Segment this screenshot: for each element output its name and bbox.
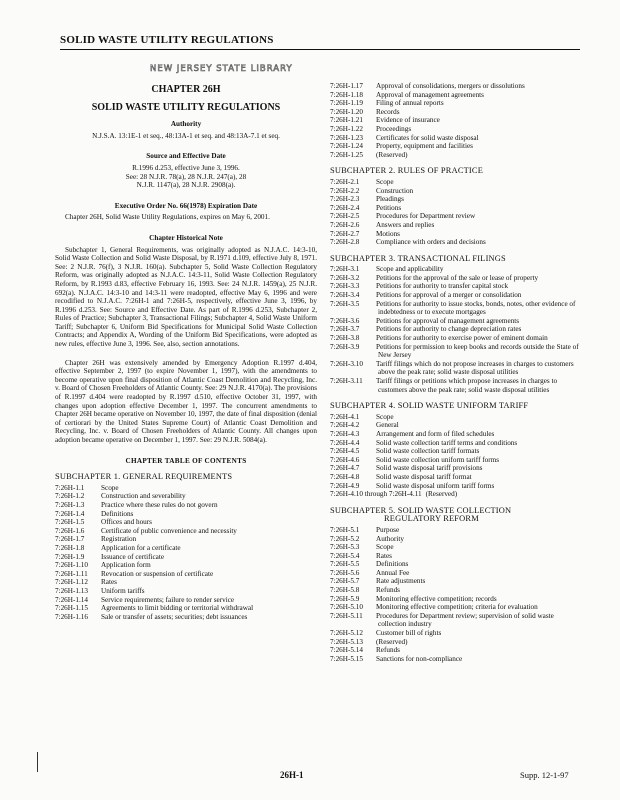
section-number: 7:26H-2.6 <box>330 220 360 229</box>
section-title: Purpose <box>376 525 400 534</box>
section-title: Property, equipment and facilities <box>376 142 473 151</box>
section-title: Solid waste disposal tariff format <box>376 472 472 481</box>
section-title: Monitoring effective competition; criteria for evaluation <box>376 603 538 612</box>
toc-entry <box>330 421 580 430</box>
chapter-title: SOLID WASTE UTILITY REGULATIONS <box>91 101 281 113</box>
section-title: Issuance of certificate <box>101 552 165 561</box>
section-title: Monitoring effective competition; records <box>376 594 497 603</box>
section-number: 7:26H-3.10 <box>330 359 363 368</box>
section-title: Solid waste collection tariff terms and conditions <box>376 438 518 447</box>
toc-entry <box>330 655 580 664</box>
section-number: 7:26H-5.7 <box>330 577 360 586</box>
section-title: Pleadings <box>376 195 404 204</box>
authority-heading: Authority <box>170 120 202 129</box>
section-title: Scope and applicability <box>376 265 444 274</box>
toc-entry <box>330 646 580 655</box>
section-number: 7:26H-3.4 <box>330 291 360 300</box>
section-number: 7:26H-5.4 <box>330 551 360 560</box>
section-number: 7:26H-1.5 <box>55 518 85 527</box>
toc-entry <box>330 195 580 204</box>
section-list-continued <box>330 82 580 159</box>
section-title: Petitions for permission to keep books and records outside the State of New Jersey <box>376 342 579 360</box>
section-title: Approval of consolidations, mergers or dissolutions <box>376 82 525 90</box>
section-number: 7:26H-1.24 <box>330 142 363 151</box>
section-title: Scope <box>376 177 394 186</box>
section-number: 7:26H-5.12 <box>330 629 363 638</box>
section-title: Rates <box>101 578 117 587</box>
section-title: Proceedings <box>376 124 412 133</box>
section-title: Service requirements; failure to render service <box>101 595 235 604</box>
section-number: 7:26H-1.10 <box>55 561 88 570</box>
section-title: Sale or transfer of assets; securities; debt issuances <box>101 612 248 621</box>
toc-entry <box>330 377 580 394</box>
toc-heading: CHAPTER TABLE OF CONTENTS <box>125 456 247 465</box>
section-number: 7:26H-5.13 <box>330 637 363 646</box>
toc-entry <box>55 492 317 501</box>
section-number: 7:26H-3.9 <box>330 342 360 351</box>
section-title: Petitions for approval of management agreements <box>376 316 520 325</box>
section-number: 7:26H-5.11 <box>330 611 363 620</box>
toc-entry <box>55 578 317 587</box>
section-title: Scope <box>101 483 119 492</box>
subchapter-title-line-1: SUBCHAPTER 5. SOLID WASTE COLLECTION <box>330 505 512 515</box>
toc-entry <box>330 482 580 491</box>
section-number: 7:26H-5.2 <box>330 534 360 543</box>
section-title: Procedures for Department review; supervision of solid waste collection industry <box>376 611 554 629</box>
section-title: Agreements to limit bidding or territorial withdrawal <box>101 604 254 613</box>
section-number: 7:26H-4.10 through 7:26H-4.11 <box>330 490 422 499</box>
section-title: Certificate of public convenience and necessity <box>101 526 237 535</box>
toc-entry <box>55 501 317 510</box>
section-number: 7:26H-1.18 <box>330 90 363 99</box>
toc-entry <box>55 484 317 493</box>
toc-entry <box>330 490 580 499</box>
page-number: 26H-1 <box>280 770 304 780</box>
section-title: (Reserved) <box>376 637 408 646</box>
toc-entry <box>330 603 580 612</box>
section-title: Definitions <box>101 509 134 518</box>
section-title: Solid waste collection tariff formats <box>376 447 480 456</box>
section-title: Answers and replies <box>376 220 435 229</box>
history-paragraph-2: Chapter 26H was extensively amended by Emergency Adoption R.1997 d.404, effective September 2, 1997 (to expire November 1, 1997), with the amendments to become operative upon final disposition of Atlantic Coast Demolition and Recycling, Inc. v. Board of Chosen Freeholders of Atlantic County. See: 29 N.J.R. 4170(a). The provisions of R.1997 d.404 were readopted by R.1997 d.510, effective October 31, 1997, with changes upon adoption effective December 1, 1997. The concurrent amendments to Chapter 26H became operative on November 10, 1997, the date of final disposition (denial of certiorari by the United States Supreme Court) of Atlantic Coast Demolition and Recycling, Inc. v. Board of Chosen Freeholders of Atlantic County. All changes upon adoption became operative on December 1, 1997. See: 29 N.J.R. 5084(a). <box>55 358 317 444</box>
toc-entry <box>330 221 580 230</box>
toc-entry <box>55 561 317 570</box>
section-title: Scope <box>376 543 394 552</box>
right-column <box>330 82 580 663</box>
toc-entry <box>55 553 317 562</box>
toc-entry <box>330 238 580 247</box>
section-title: Uniform tariffs <box>101 586 145 595</box>
toc-entry <box>330 439 580 448</box>
section-number: 7:26H-1.12 <box>55 578 88 587</box>
section-title: Petitions for authority to change depreciation rates <box>376 325 522 334</box>
section-number: 7:26H-3.3 <box>330 282 360 291</box>
toc-entry <box>330 282 580 291</box>
toc-entry <box>330 300 580 317</box>
toc-entry <box>330 638 580 647</box>
toc-entry <box>330 543 580 552</box>
section-title: Authority <box>376 534 404 543</box>
section-title: Customer bill of rights <box>376 629 442 638</box>
section-title: Petitions for authority to transfer capital stock <box>376 282 509 291</box>
section-number: 7:26H-5.5 <box>330 560 360 569</box>
toc-entry <box>330 577 580 586</box>
section-title: Tariff filings or petitions which propose increases in charges to customers above the peak rate; solid waste disposal utilities <box>376 377 558 394</box>
section-list <box>330 413 580 499</box>
section-number: 7:26H-4.4 <box>330 438 360 447</box>
section-title: Petitions for approval of a merger or consolidation <box>376 291 522 300</box>
section-number: 7:26H-3.8 <box>330 334 360 343</box>
section-number: 7:26H-4.2 <box>330 421 360 430</box>
toc-entry <box>330 212 580 221</box>
section-title: Petitions for authority to exercise power of eminent domain <box>376 334 548 343</box>
toc-entry <box>330 291 580 300</box>
section-list <box>330 526 580 664</box>
section-title: Construction <box>376 186 414 195</box>
section-title: Registration <box>101 535 137 544</box>
section-title: Petitions for the approval of the sale or lease of property <box>376 273 539 282</box>
section-number: 7:26H-3.2 <box>330 273 360 282</box>
section-list <box>330 265 580 394</box>
section-title: Application for a certificate <box>101 543 181 552</box>
section-number: 7:26H-3.7 <box>330 325 360 334</box>
toc-entry <box>330 413 580 422</box>
section-number: 7:26H-1.4 <box>55 509 85 518</box>
toc-entry <box>55 570 317 579</box>
toc-entry <box>330 317 580 326</box>
section-number: 7:26H-1.1 <box>55 483 85 492</box>
section-number: 7:26H-5.3 <box>330 543 360 552</box>
section-title: Construction and severability <box>101 492 186 501</box>
toc-entry <box>55 518 317 527</box>
supplement-date: Supp. 12-1-97 <box>520 770 569 780</box>
section-number: 7:26H-5.8 <box>330 586 360 595</box>
section-number: 7:26H-5.15 <box>330 654 363 663</box>
section-number: 7:26H-2.5 <box>330 212 360 221</box>
toc-entry <box>55 535 317 544</box>
toc-entry <box>330 151 580 160</box>
section-title: Practice where these rules do not govern <box>101 500 218 509</box>
toc-entry <box>330 343 580 360</box>
toc-entry <box>330 265 580 274</box>
toc-entry <box>330 108 580 117</box>
toc-entry <box>330 91 580 100</box>
section-title: (Reserved) <box>425 490 458 499</box>
toc-entry <box>330 230 580 239</box>
section-title: Solid waste disposal uniform tariff forms <box>376 481 495 490</box>
toc-entry <box>330 526 580 535</box>
section-number: 7:26H-2.7 <box>330 229 360 238</box>
section-title: Annual Fee <box>376 568 410 577</box>
section-number: 7:26H-5.10 <box>330 603 363 612</box>
section-number: 7:26H-1.13 <box>55 586 88 595</box>
section-number: 7:26H-2.3 <box>330 195 360 204</box>
library-stamp: NEW JERSEY STATE LIBRARY <box>150 64 293 74</box>
section-number: 7:26H-1.22 <box>330 124 363 133</box>
margin-change-bar <box>37 752 38 772</box>
section-number: 7:26H-5.14 <box>330 646 363 655</box>
toc-entry <box>55 613 317 622</box>
toc-entry <box>330 473 580 482</box>
section-number: 7:26H-1.25 <box>330 150 363 159</box>
section-number: 7:26H-2.4 <box>330 203 360 212</box>
toc-entry <box>330 586 580 595</box>
section-title: Offices and hours <box>101 518 152 527</box>
section-title: Application form <box>101 561 151 570</box>
section-number: 7:26H-1.20 <box>330 107 363 116</box>
section-number: 7:26H-4.9 <box>330 481 360 490</box>
subchapter-title: SUBCHAPTER 2. RULES OF PRACTICE <box>330 166 484 176</box>
section-list <box>55 484 317 622</box>
source-line-2: See: 28 N.J.R. 78(a), 28 N.J.R. 247(a), 28 <box>125 172 247 181</box>
subchapter-title: SUBCHAPTER 3. TRANSACTIONAL FILINGS <box>330 253 506 263</box>
section-number: 7:26H-3.5 <box>330 299 360 308</box>
toc-entry <box>330 595 580 604</box>
section-number: 7:26H-4.8 <box>330 472 360 481</box>
section-number: 7:26H-1.19 <box>330 99 363 108</box>
toc-entry <box>55 510 317 519</box>
source-heading: Source and Effective Date <box>146 152 226 161</box>
executive-order-heading: Executive Order No. 66(1978) Expiration Date <box>114 201 258 210</box>
history-paragraph-1: Subchapter 1, General Requirements, was originally adopted as N.J.A.C. 14:3-10, Solid Waste Collection and Solid Waste Disposal, by R.1971 d.109, effective July 8, 1971. See: 2 N.J.R. 76(f), 3 N.J.R. 160(a). Subchapter 5, Solid Waste Collection Regulatory Reform, was originally adopted as N.J.A.C. 14:3-11, Solid Waste Collection Regulatory Reform, by R.1993 d.83, effective February 16, 1993. See: 24 N.J.R. 1459(a), 25 N.J.R. 692(a). N.J.A.C. 14:3-10 and 14:3-11 were readopted, effective May 6, 1996 and were recodified to N.J.A.C. 7:26H-1 and 7:26H-5, respectively, effective June 3, 1996, by R.1996 d.253. See: Source and Effective Date. As part of R.1996 d.253, Subchapter 2, Rules of Practice; Subchapter 3, Transactional Filings; Subchapter 4, Solid Waste Uniform Tariff; Subchapter 6, Uniform Bid Specifications for Municipal Solid Waste Collection Contracts; and Appendix A, Wording of the Uniform Bid Specifications, were adopted as new rules, effective June 3, 1996. See, also, section annotations. <box>55 245 317 349</box>
section-title: Petitions for authority to issue stocks, bonds, notes, other evidence of indebtedness or to execute mortgages <box>376 299 576 317</box>
chapter-number: CHAPTER 26H <box>151 84 221 95</box>
source-line-3: N.J.R. 1147(a), 28 N.J.R. 2908(a). <box>136 181 236 190</box>
section-number: 7:26H-3.11 <box>330 377 363 385</box>
section-title: Solid waste disposal tariff provisions <box>376 464 483 473</box>
subchapter-title: SUBCHAPTER 4. SOLID WASTE UNIFORM TARIFF <box>330 401 529 411</box>
section-number: 7:26H-4.5 <box>330 447 360 456</box>
toc-entry <box>55 596 317 605</box>
section-number: 7:26H-1.7 <box>55 535 85 544</box>
section-title: Rates <box>376 551 392 560</box>
section-title: Tariff filings which do not propose increases in charges to customers above the peak rate; solid waste disposal utilities <box>376 359 574 377</box>
toc-entry <box>330 187 580 196</box>
section-number: 7:26H-1.14 <box>55 595 88 604</box>
section-title: Sanctions for non-compliance <box>376 654 463 663</box>
section-title: Refunds <box>376 586 400 595</box>
section-title: Filing of annual reports <box>376 99 444 108</box>
executive-order-text: Chapter 26H, Solid Waste Utility Regulations, expires on May 6, 2001. <box>65 213 270 222</box>
toc-entry <box>330 125 580 134</box>
toc-entry <box>330 116 580 125</box>
toc-entry <box>330 569 580 578</box>
section-number: 7:26H-5.1 <box>330 525 360 534</box>
toc-entry <box>330 456 580 465</box>
section-list <box>330 178 580 247</box>
section-title: Records <box>376 107 400 116</box>
section-number: 7:26H-1.9 <box>55 552 85 561</box>
section-title: Scope <box>376 412 394 421</box>
toc-entry <box>330 552 580 561</box>
section-title: Approval of management agreements <box>376 90 484 99</box>
toc-entry <box>55 527 317 536</box>
section-number: 7:26H-3.6 <box>330 316 360 325</box>
running-head: SOLID WASTE UTILITY REGULATIONS <box>60 34 580 50</box>
section-number: 7:26H-1.6 <box>55 526 85 535</box>
toc-entry <box>330 447 580 456</box>
section-title: (Reserved) <box>376 150 408 159</box>
section-title: Rate adjustments <box>376 577 426 586</box>
section-number: 7:26H-1.8 <box>55 543 85 552</box>
section-number: 7:26H-1.23 <box>330 133 363 142</box>
subchapter-title <box>330 507 580 524</box>
toc-entry <box>330 82 580 91</box>
history-heading: Chapter Historical Note <box>149 233 223 242</box>
toc-entry <box>330 99 580 108</box>
toc-entry <box>55 587 317 596</box>
section-number: 7:26H-2.1 <box>330 177 360 186</box>
section-number: 7:26H-1.2 <box>55 492 85 501</box>
section-title: Arrangement and form of filed schedules <box>376 429 495 438</box>
section-title: Compliance with orders and decisions <box>376 238 486 247</box>
section-number: 7:26H-4.3 <box>330 429 360 438</box>
section-number: 7:26H-1.17 <box>330 82 363 90</box>
section-number: 7:26H-1.21 <box>330 116 363 125</box>
authority-text: N.J.S.A. 13:1E-1 et seq., 48:13A-1 et seq. and 48:13A-7.1 et seq. <box>92 131 280 140</box>
toc-entry <box>330 612 580 629</box>
section-title: Revocation or suspension of certificate <box>101 569 214 578</box>
section-title: Petitions <box>376 203 402 212</box>
section-title: Definitions <box>376 560 409 569</box>
section-number: 7:26H-1.15 <box>55 604 88 613</box>
section-number: 7:26H-1.11 <box>55 569 88 578</box>
toc-entry <box>330 274 580 283</box>
section-number: 7:26H-3.1 <box>330 265 360 274</box>
toc-entry <box>330 360 580 377</box>
subchapter-title-line-2: REGULATORY REFORM <box>384 514 479 524</box>
section-number: 7:26H-1.3 <box>55 500 85 509</box>
section-number: 7:26H-5.6 <box>330 568 360 577</box>
toc-entry <box>330 430 580 439</box>
section-title: Motions <box>376 229 400 238</box>
toc-entry <box>330 535 580 544</box>
toc-entry <box>330 464 580 473</box>
toc-entry <box>330 629 580 638</box>
section-title: General <box>376 421 399 430</box>
toc-entry <box>330 560 580 569</box>
left-column <box>55 80 317 621</box>
toc-entry <box>330 178 580 187</box>
section-number: 7:26H-4.7 <box>330 464 360 473</box>
section-title: Evidence of insurance <box>376 116 440 125</box>
section-number: 7:26H-5.9 <box>330 594 360 603</box>
section-number: 7:26H-4.6 <box>330 455 360 464</box>
section-title: Procedures for Department review <box>376 212 476 221</box>
toc-entry <box>330 334 580 343</box>
section-number: 7:26H-1.16 <box>55 612 88 621</box>
toc-entry <box>330 325 580 334</box>
toc-entry <box>55 544 317 553</box>
section-title: Certificates for solid waste disposal <box>376 133 479 142</box>
section-title: Solid waste collection uniform tariff forms <box>376 455 500 464</box>
source-line-1: R.1996 d.253, effective June 3, 1996. <box>132 163 240 172</box>
toc-entry <box>330 134 580 143</box>
toc-entry <box>55 604 317 613</box>
toc-entry <box>330 204 580 213</box>
section-number: 7:26H-2.2 <box>330 186 360 195</box>
subchapter-title: SUBCHAPTER 1. GENERAL REQUIREMENTS <box>55 472 233 482</box>
section-title: Refunds <box>376 646 400 655</box>
section-number: 7:26H-4.1 <box>330 412 360 421</box>
toc-entry <box>330 142 580 151</box>
section-number: 7:26H-2.8 <box>330 238 360 247</box>
